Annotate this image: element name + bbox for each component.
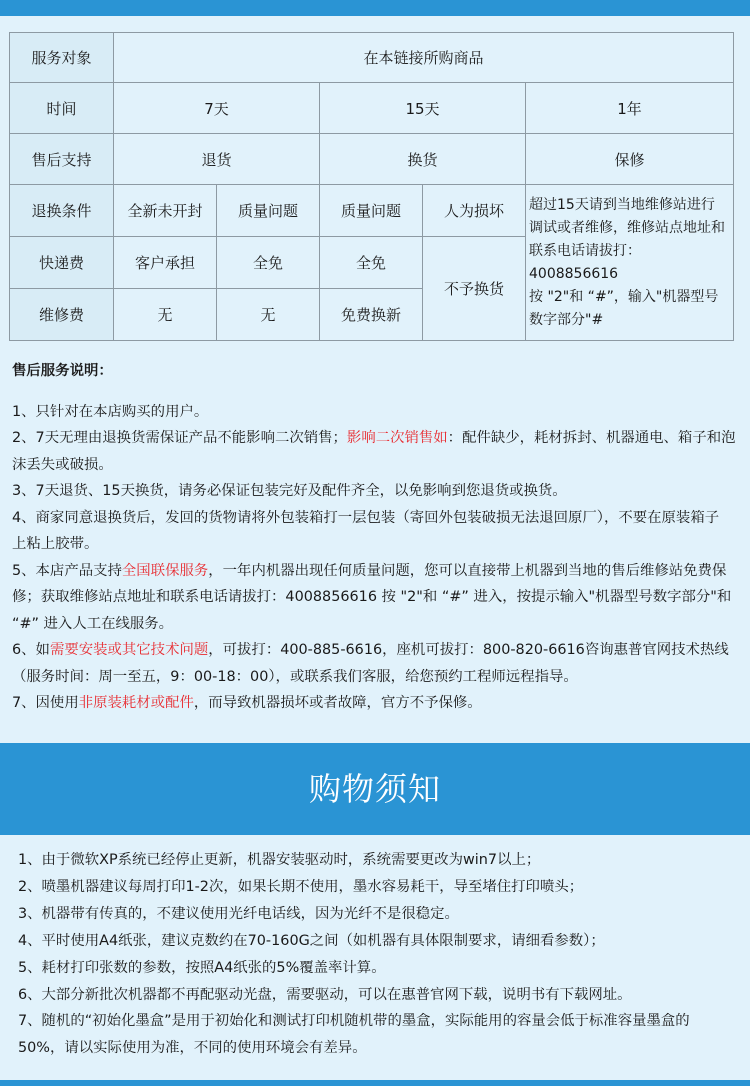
note-4-wrap: 上粘上胶带。 (12, 536, 99, 552)
note-6-text: 6、如 (12, 642, 50, 658)
support-exchange: 换货 (320, 134, 526, 185)
shopping-note-1: 1、由于微软XP系统已经停止更新，机器安装驱动时，系统需要更改为win7以上； (18, 852, 541, 868)
note-6 (12, 637, 740, 664)
shopping-panel (0, 835, 750, 1080)
shopping-note-7: 7、随机的“初始化墨盒”是用于初始化和测试打印机随机带的墨盒，实际能用的容量会低于标准容量墨盒的 (18, 1013, 690, 1030)
support-warranty: 保修 (526, 134, 734, 185)
shopping-note-7-wrap: 50%，请以实际使用为准，不同的使用环境会有差异。 (18, 1040, 367, 1057)
condition-human-damage: 人为损坏 (423, 185, 526, 237)
warranty-note-line: 数字部分"# (529, 312, 604, 328)
repair-none-2: 无 (217, 289, 320, 341)
note-5-wrap: 修；获取维修站点地址和联系电话请拔打：4008856616 按 "2"和 “#” 进入，按提示输入"机器型号数字部分"和 (12, 589, 732, 605)
note-7-highlight: 非原装耗材或配件 (78, 695, 194, 711)
note-2-wrap: 沫丢失或破损。 (12, 456, 113, 473)
repair-none-1: 无 (114, 289, 217, 341)
after-sales-panel (0, 16, 750, 743)
table-row-time (10, 83, 734, 134)
shopping-note-4: 4、平时使用A4纸张，建议克数约在70-160G之间（如机器有具体限制要求，请细看参数）； (18, 932, 605, 949)
shopping-note-6: 6、大部分新批次机器都不再配驱动光盘，需要驱动，可以在惠普官网下载，说明书有下载网址。 (18, 986, 632, 1003)
note-6-wrap: （服务时间：周一至五，9：00-18：00），或联系我们客服，给您预约工程师远程指导。 (12, 668, 578, 685)
condition-label: 退换条件 (10, 185, 114, 237)
shopping-notes (18, 847, 742, 1062)
note-6-highlight: 需要安装或其它技术问题 (49, 642, 209, 658)
note-5-highlight: 全国联保服务 (121, 562, 209, 579)
note-2-highlight: 影响二次销售如 (346, 430, 448, 446)
note-4: 4、商家同意退换货后，发回的货物请将外包装箱打一层包装（寄回外包装破损无法退回原厂），不要在原装箱子 (12, 509, 720, 526)
note-7 (12, 690, 740, 717)
shipping-free-1: 全免 (217, 237, 320, 289)
warranty-note-line: 调试或者维修，维修站点地址和 (529, 220, 725, 236)
note-2-text-cont: ：配件缺少，耗材拆封、机器通电、箱子和泡 (447, 430, 736, 446)
shopping-section-title: 购物须知 (308, 770, 441, 808)
service-notes-heading: 售后服务说明： (12, 363, 113, 379)
repair-free-replace: 免费换新 (320, 289, 423, 341)
note-3: 3、7天退货、15天换货，请务必保证包装完好及配件齐全，以免影响到您退货或换货。 (12, 483, 567, 499)
note-7-text-cont: ，而导致机器损坏或者故障，官方不予保修。 (193, 695, 482, 711)
note-2-text: 2、7天无理由退换货需保证产品不能影响二次销售； (12, 430, 347, 446)
warranty-note-line: 超过15天请到当地维修站进行 (529, 197, 715, 213)
note-2 (12, 425, 740, 452)
support-label: 售后支持 (10, 134, 114, 185)
note-7-text: 7、因使用 (12, 695, 79, 711)
note-5 (12, 558, 740, 585)
support-return: 退货 (114, 134, 320, 185)
shipping-customer: 客户承担 (114, 237, 217, 289)
warranty-note-line: 联系电话请拔打：4008856616 (529, 243, 641, 282)
note-6-text-cont: ，可拔打：400-885-6616，座机可拔打：800-820-6616咨询惠普官网技术热线 (208, 642, 729, 658)
time-7days: 7天 (114, 83, 320, 134)
service-value: 在本链接所购商品 (114, 33, 734, 83)
warranty-note (526, 185, 734, 341)
note-1: 1、只针对在本店购买的用户。 (12, 403, 209, 420)
shopping-note-2: 2、喷墨机器建议每周打印1-2次，如果长期不使用，墨水容易耗干，导至堵住打印喷头； (18, 878, 584, 895)
service-label: 服务对象 (10, 33, 114, 83)
time-1year: 1年 (526, 83, 734, 134)
table-row-condition (10, 185, 734, 237)
after-sales-table (9, 32, 734, 341)
condition-quality-return: 质量问题 (217, 185, 320, 237)
table-row-support (10, 134, 734, 185)
shopping-note-3: 3、机器带有传真的，不建议使用光纤电话线，因为光纤不是很稳定。 (18, 905, 459, 922)
note-5-text: 5、本店产品支持 (12, 562, 122, 579)
note-5-wrap-2: “#” 进入人工在线服务。 (12, 615, 174, 632)
shipping-label: 快递费 (10, 237, 114, 289)
condition-unopened: 全新未开封 (114, 185, 217, 237)
time-label: 时间 (10, 83, 114, 134)
shopping-note-5: 5、耗材打印张数的参数，按照A4纸张的5%覆盖率计算。 (18, 959, 386, 976)
shipping-free-2: 全免 (320, 237, 423, 289)
no-exchange: 不予换货 (423, 237, 526, 341)
note-5-text-cont: ，一年内机器出现任何质量问题，您可以直接带上机器到当地的售后维修站免费保 (208, 562, 727, 579)
service-notes (12, 358, 740, 717)
condition-quality-exchange: 质量问题 (320, 185, 423, 237)
repair-label: 维修费 (10, 289, 114, 341)
warranty-note-line: 按 "2"和 “#”，输入"机器型号 (529, 289, 719, 305)
time-15days: 15天 (320, 83, 526, 134)
table-row-service (10, 33, 734, 83)
